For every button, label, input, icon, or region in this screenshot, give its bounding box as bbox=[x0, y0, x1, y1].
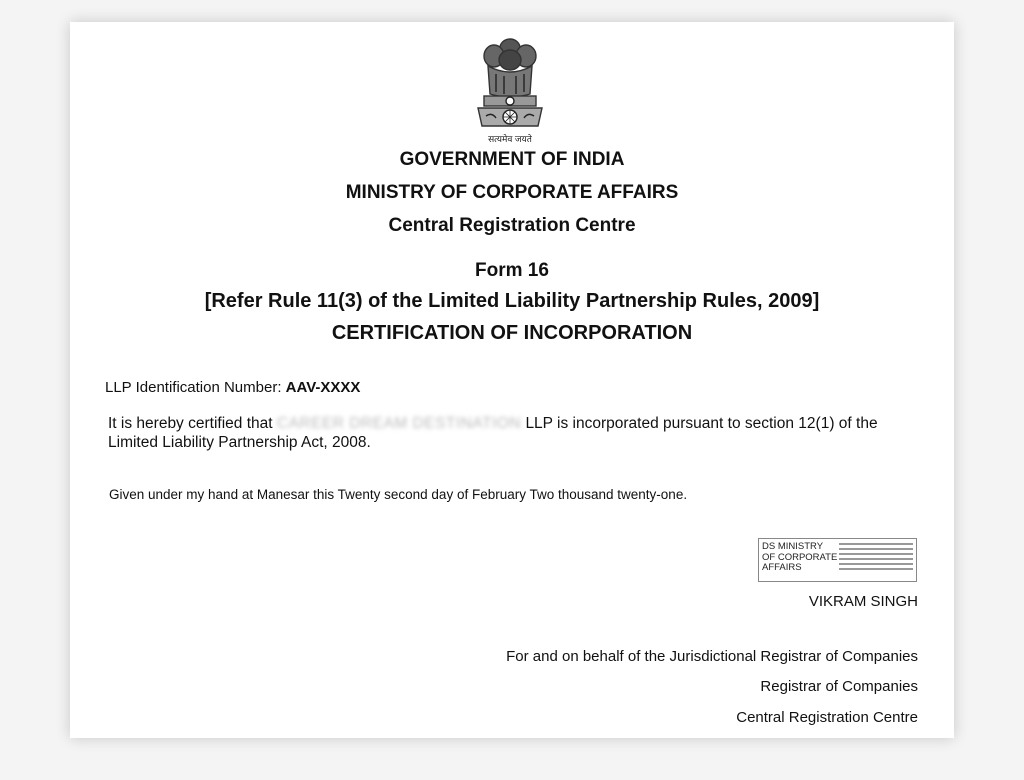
state-emblem-icon bbox=[468, 34, 552, 132]
cert-suffix: LLP is incorporated pursuant to section 12(1) of the Limited Liability Partnership Act, 2008. bbox=[108, 415, 878, 451]
company-name-redacted: CAREER DREAM DESTINATION bbox=[276, 415, 522, 432]
certificate-title: CERTIFICATION OF INCORPORATION bbox=[331, 322, 693, 344]
rule-reference: [Refer Rule 11(3) of the Limited Liability Partnership Rules, 2009] bbox=[204, 290, 820, 312]
ministry-heading: MINISTRY OF CORPORATE AFFAIRS bbox=[345, 182, 679, 203]
llp-id-value: AAV-XXXX bbox=[285, 379, 361, 396]
given-statement: Given under my hand at Manesar this Twenty second day of February Two thousand twenty-one. bbox=[109, 487, 688, 502]
footer-behalf: For and on behalf of the Jurisdictional Registrar of Companies bbox=[506, 648, 918, 665]
footer-registrar: Registrar of Companies bbox=[760, 678, 918, 695]
llp-identification bbox=[105, 379, 360, 396]
digital-signature-stamp bbox=[758, 538, 917, 582]
form-number: Form 16 bbox=[475, 260, 549, 281]
cert-prefix: It is hereby certified that bbox=[108, 415, 273, 432]
llp-id-label: LLP Identification Number: bbox=[105, 379, 282, 396]
ds-details bbox=[839, 543, 913, 573]
ds-text bbox=[762, 542, 837, 574]
ds-line-3: AFFAIRS bbox=[762, 562, 802, 573]
government-heading: GOVERNMENT OF INDIA bbox=[399, 149, 625, 170]
ds-line-2: OF CORPORATE bbox=[762, 551, 838, 563]
certification-paragraph bbox=[108, 414, 920, 452]
centre-heading: Central Registration Centre bbox=[388, 215, 636, 236]
emblem-motto: सत्यमेव जयते bbox=[488, 134, 532, 144]
signer-name: VIKRAM SINGH bbox=[808, 593, 918, 610]
ds-line-1: DS MINISTRY bbox=[762, 541, 824, 552]
footer-centre: Central Registration Centre bbox=[736, 709, 918, 726]
